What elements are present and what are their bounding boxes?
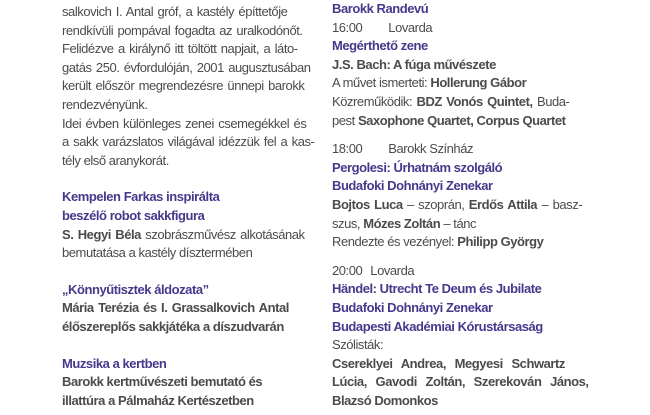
text-run-bold: illattúra a Pálmaház Kertészetben: [62, 392, 254, 408]
section-title: [62, 355, 314, 374]
event-time-venue: [332, 262, 588, 281]
text-line: [332, 56, 588, 75]
text-run: Buda-: [532, 93, 570, 109]
section-title: [62, 188, 314, 225]
text-line: [62, 281, 314, 300]
event-time: 18:00: [332, 141, 363, 157]
text-run: salkovich I. Antal gróf, a kastély építtetője: [62, 4, 288, 19]
text-run: gatás 250. évfordulóján, 2001 augusztusában: [62, 59, 311, 75]
text-run: rendezvényünk.: [62, 96, 148, 112]
text-run: „Könnyűtisztek áldozata”: [62, 281, 209, 297]
section-body: [62, 226, 314, 263]
text-run: Közreműködik:: [332, 93, 417, 109]
text-run: Szólisták:: [332, 337, 384, 353]
section-robot-chess-figure: [62, 188, 314, 262]
text-line: [332, 373, 588, 392]
event-time: 20:00: [332, 262, 363, 278]
event-1800-barokk-szinhaz: [332, 140, 588, 252]
text-line: [332, 318, 588, 337]
event-time: 16:00: [332, 19, 363, 35]
text-run: Muzsika a kertben: [62, 355, 167, 371]
event-venue: Lovarda: [388, 19, 433, 35]
text-line: [62, 133, 314, 152]
event-time-venue: [332, 140, 588, 159]
text-run: A művet ismerteti:: [332, 75, 431, 91]
event-title: [332, 37, 588, 56]
text-line: [62, 244, 314, 263]
text-run: – basz-: [537, 196, 583, 212]
text-run: Budafoki Dohnányi Zenekar: [332, 299, 493, 315]
event-details: [332, 56, 588, 130]
text-line: [332, 215, 588, 234]
text-run: – tánc: [440, 215, 477, 231]
text-run-bold: Erdős Attila: [468, 196, 538, 212]
text-run-bold: Csereklyei Andrea, Megyesi Schwartz: [332, 355, 565, 371]
text-line: [62, 115, 314, 134]
text-line: [62, 207, 314, 226]
text-line: [62, 188, 314, 207]
text-line: [332, 37, 588, 56]
text-run: Budapesti Akadémiai Kórustársaság: [332, 318, 543, 334]
text-line: [62, 299, 314, 318]
left-column: [62, 3, 314, 410]
text-run-bold: Saxophone Quartet, Corpus Quartet: [357, 112, 566, 128]
text-run: Idei évben különleges zenei csemegékkel és: [62, 115, 307, 131]
text-line: [62, 355, 314, 374]
event-venue: Lovarda: [370, 262, 415, 278]
text-run: Kempelen Farkas inspirálta: [62, 189, 220, 205]
text-line: [62, 59, 314, 78]
text-run: szobrászművész alkotásának: [140, 226, 305, 242]
text-run: Budafoki Dohnányi Zenekar: [332, 178, 493, 194]
text-line: [62, 392, 314, 411]
text-run: rendkívüli pompával fogadta az uralkodónőt.: [62, 22, 303, 38]
text-run-bold: Mária Terézia és I. Grassalkovich Antal: [62, 300, 289, 316]
text-run-bold: Barokk kertművészeti bemutató és: [62, 374, 263, 390]
text-run: került először megrendezésre ünnepi barokk: [62, 78, 305, 94]
event-title: [332, 159, 588, 196]
text-line: [62, 3, 314, 22]
event-title: [332, 280, 588, 336]
text-line: [332, 93, 588, 112]
text-line: [62, 373, 314, 392]
text-line: [62, 77, 314, 96]
section-garden-music: [62, 355, 314, 411]
text-line: [332, 196, 588, 215]
text-run: – szoprán,: [402, 196, 469, 212]
text-run-bold: Philipp György: [457, 234, 544, 250]
text-line: [62, 152, 314, 171]
text-line: [332, 74, 588, 93]
text-line: [332, 159, 588, 178]
text-run: a sakk varázslatos világával idézzük fel a kas-: [62, 134, 315, 150]
event-details: [332, 196, 588, 252]
text-line: [332, 177, 588, 196]
text-run-bold: élőszereplős sakkjátéka a díszudvarán: [62, 318, 284, 334]
text-line: [62, 226, 314, 245]
intro-paragraph: [62, 3, 314, 170]
text-run: Rendezte és vezényel:: [332, 234, 458, 250]
event-venue: Barokk Színház: [388, 141, 474, 157]
text-run: szus,: [332, 215, 364, 231]
text-line: [62, 96, 314, 115]
text-line: [332, 355, 588, 374]
text-run-bold: J.S. Bach: A fúga művészete: [332, 56, 496, 72]
program-header: [332, 0, 588, 19]
text-run: tély első aranykorát.: [62, 152, 169, 168]
text-run: Megérthető zene: [332, 38, 428, 54]
text-line: [332, 392, 588, 411]
text-run-bold: Hollerung Gábor: [430, 75, 527, 91]
text-line: [332, 280, 588, 299]
text-run: Pergolesi: Úrhatnám szolgáló: [332, 159, 503, 175]
text-run-bold: S. Hegyi Béla: [62, 226, 141, 242]
text-line: [332, 233, 588, 252]
event-time-venue: [332, 19, 588, 38]
text-run: beszélő robot sakkfigura: [62, 207, 205, 223]
section-body: [62, 373, 314, 410]
event-1600-lovarda: [332, 19, 588, 131]
text-line: [332, 336, 588, 355]
text-line: [332, 112, 588, 131]
text-run: bemutatása a kastély dísztermében: [62, 245, 253, 261]
text-run: Felidézve a királynő itt töltött napjait, a láto-: [62, 41, 298, 57]
text-run-bold: Blazsó Domonkos: [332, 392, 438, 408]
text-line: [332, 299, 588, 318]
event-details: [332, 336, 588, 410]
text-run: Händel: Utrecht Te Deum és Jubilate: [332, 281, 542, 297]
section-title: [62, 281, 314, 300]
text-run-bold: Mózes Zoltán: [363, 215, 441, 231]
text-run-bold: Lúcia, Gavodi Zoltán, Szerekován János,: [332, 374, 589, 390]
section-chess-play: [62, 281, 314, 337]
event-2000-lovarda: [332, 262, 588, 411]
program-header-title: Barokk Randevú: [332, 1, 429, 16]
text-line: [62, 318, 314, 337]
text-line: [62, 40, 314, 59]
right-column: [332, 0, 588, 410]
section-body: [62, 299, 314, 336]
text-line: [62, 22, 314, 41]
text-run-bold: Bojtos Luca: [332, 196, 403, 212]
text-run: pest: [332, 112, 358, 128]
text-run-bold: BDZ Vonós Quintet,: [416, 93, 533, 109]
